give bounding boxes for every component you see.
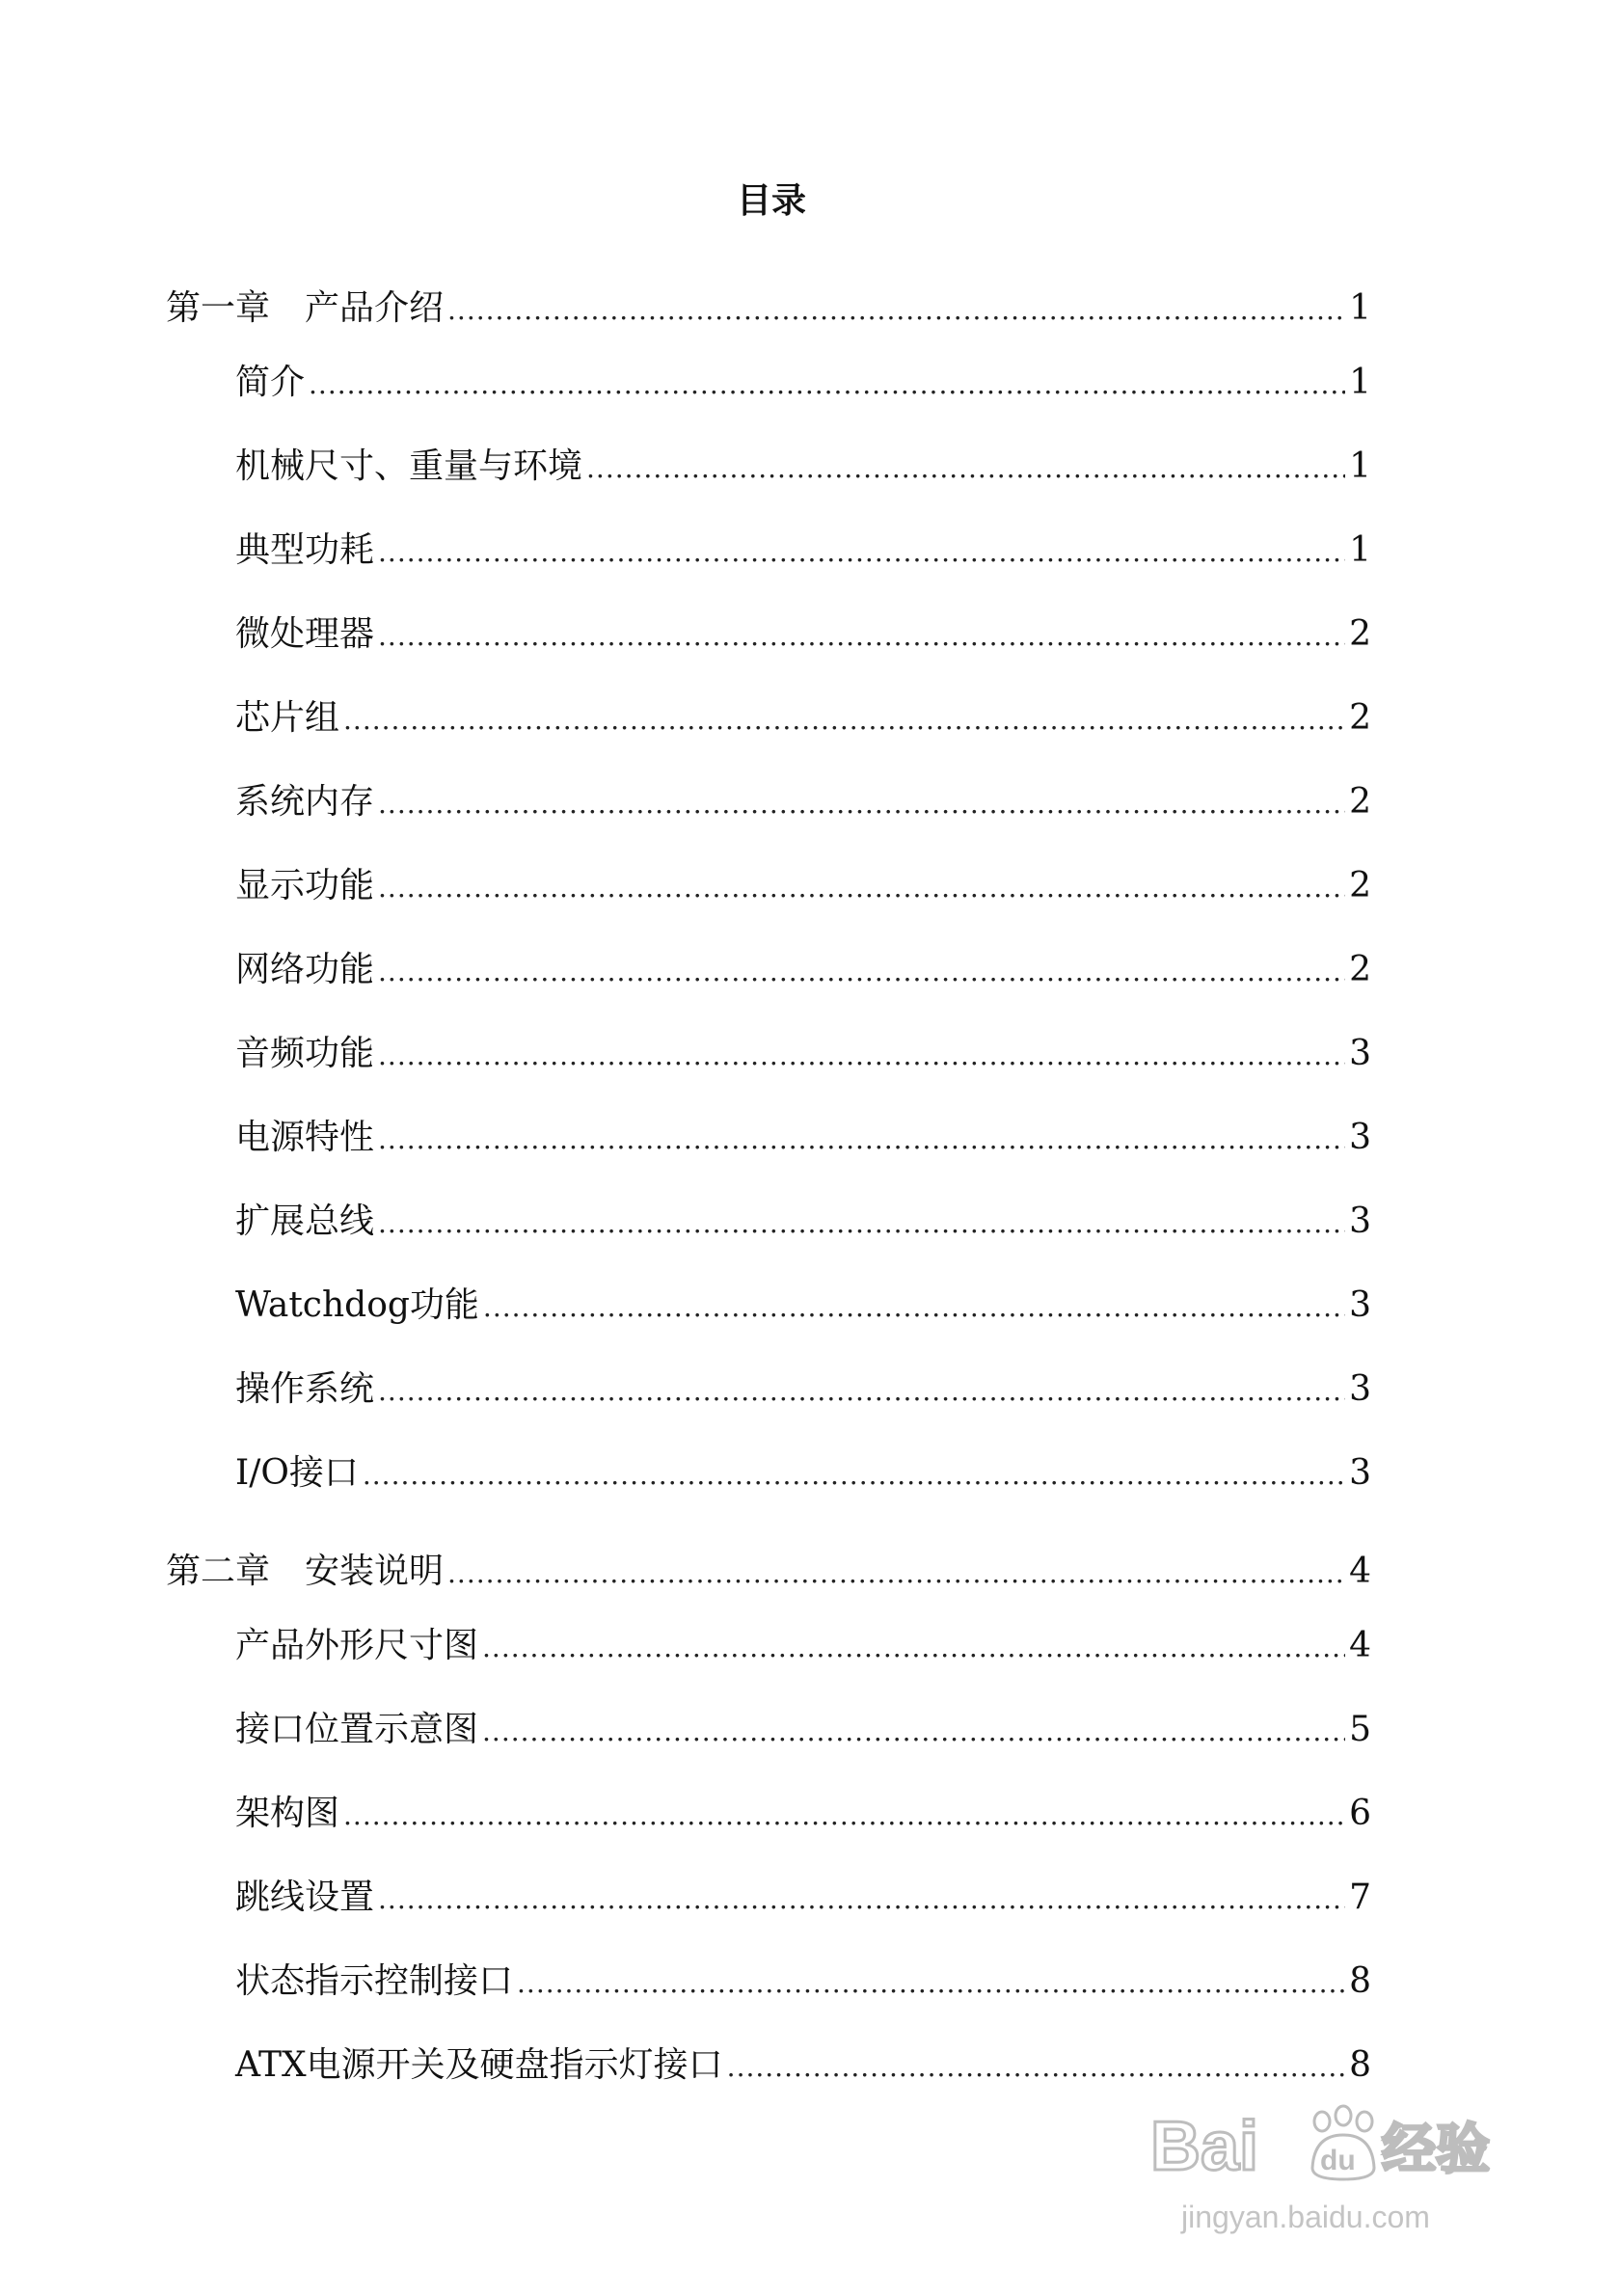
toc-entry-label: 电源特性 (235, 1118, 375, 1157)
toc-entry-label: 系统内存 (235, 782, 375, 822)
paw-icon (1312, 2106, 1374, 2179)
toc-page-number: 3 (1349, 1285, 1371, 1325)
toc-page-number: 3 (1349, 1453, 1371, 1493)
toc-dot-leader (378, 1027, 1345, 1085)
toc-section-entry[interactable] (235, 1193, 1371, 1251)
toc-page-number: 3 (1349, 1034, 1371, 1073)
toc-page-number: 2 (1349, 950, 1371, 989)
toc-section-entry[interactable] (235, 2037, 1371, 2094)
toc-dot-leader (586, 440, 1345, 498)
toc-section-entry[interactable] (235, 1277, 1371, 1335)
toc-entry-label: 安装说明 (305, 1552, 445, 1591)
watermark-jingyan-text: 经验 (1382, 2119, 1490, 2179)
toc-entry-label: 机械尺寸、重量与环境 (235, 446, 583, 486)
toc-entry-label: 简介 (235, 363, 306, 402)
baidu-jingyan-watermark (1143, 2100, 1548, 2245)
toc-chapter-number: 第一章 (166, 288, 271, 328)
svg-text:du: du (1320, 2145, 1356, 2176)
toc-dot-leader (483, 1279, 1345, 1337)
toc-dot-leader (378, 1195, 1345, 1253)
toc-entry-label: 产品外形尺寸图 (235, 1626, 479, 1665)
toc-entry-label: 跳线设置 (235, 1877, 375, 1917)
watermark-logo-text: Bai (1150, 2108, 1259, 2185)
toc-section-entry[interactable] (235, 1701, 1371, 1759)
toc-entry-label: 音频功能 (235, 1034, 375, 1073)
toc-section-entry[interactable] (235, 606, 1371, 663)
toc-section-entry[interactable] (235, 1445, 1371, 1502)
toc-page-number: 5 (1349, 1710, 1371, 1749)
toc-dot-leader (517, 1955, 1345, 2012)
page-title: 目录 (736, 180, 806, 221)
toc-dot-leader (378, 1363, 1345, 1420)
toc-page-number: 3 (1349, 1202, 1371, 1241)
toc-chapter-entry[interactable] (166, 280, 1371, 338)
toc-chapter-number: 第二章 (166, 1552, 271, 1591)
toc-entry-label: ATX电源开关及硬盘指示灯接口 (235, 2045, 723, 2085)
toc-page-number: 6 (1349, 1794, 1371, 1833)
toc-section-entry[interactable] (235, 1025, 1371, 1083)
toc-page-number: 2 (1349, 782, 1371, 822)
toc-dot-leader (378, 1111, 1345, 1169)
toc-entry-label: 显示功能 (235, 866, 375, 905)
toc-dot-leader (482, 1619, 1345, 1677)
toc-page-number: 7 (1349, 1877, 1371, 1917)
toc-section-entry[interactable] (235, 1869, 1371, 1927)
toc-entry-label: 接口位置示意图 (235, 1710, 479, 1749)
toc-dot-leader (378, 1871, 1345, 1929)
toc-page-number: 8 (1349, 2045, 1371, 2085)
toc-dot-leader (343, 691, 1345, 749)
toc-entry-label: 网络功能 (235, 950, 375, 989)
toc-dot-leader (378, 775, 1345, 833)
toc-page-number: 4 (1349, 1626, 1371, 1665)
toc-page-number: 2 (1349, 866, 1371, 905)
toc-dot-leader (378, 524, 1345, 581)
toc-section-entry[interactable] (235, 1109, 1371, 1167)
toc-page-number: 1 (1349, 288, 1371, 328)
toc-page-number: 1 (1349, 530, 1371, 570)
toc-page-number: 2 (1349, 698, 1371, 738)
toc-page-number: 2 (1349, 614, 1371, 654)
toc-page-number: 3 (1349, 1118, 1371, 1157)
toc-section-entry[interactable] (235, 1361, 1371, 1418)
toc-section-entry[interactable] (235, 1953, 1371, 2011)
toc-section-entry[interactable] (235, 1785, 1371, 1843)
toc-section-entry[interactable] (235, 941, 1371, 999)
toc-dot-leader (378, 608, 1345, 665)
toc-dot-leader (343, 1787, 1345, 1845)
watermark-url: jingyan.baidu.com (1181, 2200, 1430, 2234)
toc-entry-label: 架构图 (235, 1794, 340, 1833)
toc-dot-leader (727, 2039, 1345, 2096)
toc-chapter-entry[interactable] (166, 1543, 1371, 1601)
toc-page-number: 4 (1349, 1552, 1371, 1591)
toc-entry-label: 产品介绍 (305, 288, 445, 328)
toc-entry-label: 芯片组 (235, 698, 340, 738)
toc-section-entry[interactable] (235, 857, 1371, 915)
toc-section-entry[interactable] (235, 1617, 1371, 1675)
toc-entry-label: Watchdog功能 (235, 1285, 479, 1325)
toc-dot-leader (363, 1446, 1345, 1504)
toc-dot-leader (378, 943, 1345, 1001)
toc-entry-label: 状态指示控制接口 (235, 1961, 514, 2001)
toc-dot-leader (447, 282, 1345, 339)
toc-entry-label: 操作系统 (235, 1369, 375, 1409)
toc-entry-label: 微处理器 (235, 614, 375, 654)
toc-entry-label: 扩展总线 (235, 1202, 375, 1241)
toc-section-entry[interactable] (235, 354, 1371, 412)
toc-dot-leader (482, 1703, 1345, 1761)
toc-dot-leader (378, 859, 1345, 917)
toc-section-entry[interactable] (235, 689, 1371, 747)
toc-section-entry[interactable] (235, 522, 1371, 580)
toc-page-number: 1 (1349, 446, 1371, 486)
toc-entry-label: 典型功耗 (235, 530, 375, 570)
toc-entry-label: I/O接口 (235, 1453, 359, 1493)
toc-dot-leader (447, 1545, 1345, 1603)
toc-section-entry[interactable] (235, 773, 1371, 831)
toc-page-number: 3 (1349, 1369, 1371, 1409)
toc-page-number: 1 (1349, 363, 1371, 402)
toc-dot-leader (309, 356, 1345, 414)
toc-page-number: 8 (1349, 1961, 1371, 2001)
toc-section-entry[interactable] (235, 438, 1371, 496)
